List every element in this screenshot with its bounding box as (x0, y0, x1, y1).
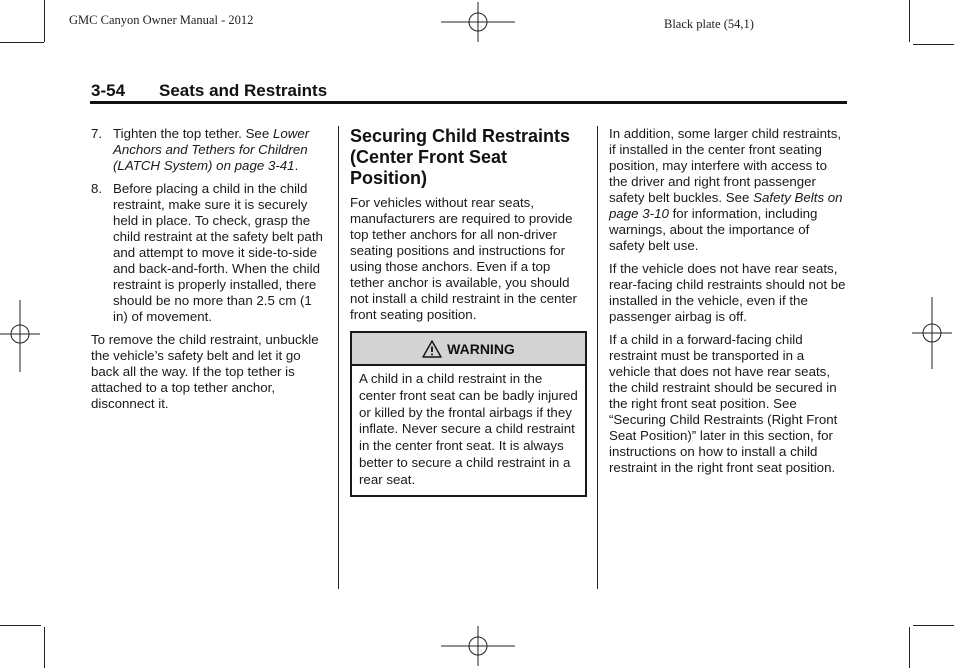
crop-mark (0, 625, 41, 626)
warning-header (352, 333, 585, 366)
step-7 (91, 126, 327, 174)
warning-text: A child in a child restraint in the center front seat can be badly injured or killed by the frontal airbags if they inflate. Never secure a child restraint in the center front seat. It is always better to secure a child restraint in a rear seat. (359, 371, 578, 487)
column-divider (338, 126, 339, 589)
registration-mark-icon (912, 297, 952, 369)
page-number: 3-54 (91, 81, 126, 100)
crop-mark (44, 627, 45, 668)
paragraph-text: In addition, some larger child restraints, if installed in the center front seating position, may interfere with access to the driver and right front passenger safety belt buckles. See (609, 126, 842, 205)
header-rule (90, 101, 847, 104)
warning-triangle-icon (422, 340, 442, 358)
crop-mark (909, 0, 910, 42)
registration-mark-icon (441, 626, 515, 666)
crop-mark (913, 625, 954, 626)
crop-mark (913, 44, 954, 45)
cross-reference-link[interactable]: Safety Belts on page 3-10 (609, 190, 843, 221)
step-8 (91, 181, 327, 325)
crop-mark (44, 0, 45, 42)
body-paragraph: For vehicles without rear seats, manufacturers are required to provide top tether anchors for all non-driver seating positions and instructions for using those anchors. Even if a top tether anchor is available, you should not install a child restraint in the center front seating position. (350, 195, 577, 322)
step-end: . (294, 158, 299, 173)
body-paragraph: If the vehicle does not have rear seats, rear-facing child restraints should not be installed in the vehicle, even if the passenger airbag is off. (609, 261, 846, 324)
body-paragraph: To remove the child restraint, unbuckle the vehicle’s safety belt and let it go back all the way. If the top tether is attached to a top tether anchor, disconnect it. (91, 332, 319, 411)
column-divider (597, 126, 598, 589)
middle-column (350, 126, 587, 497)
warning-box (350, 331, 587, 497)
section-title: Seats and Restraints (159, 81, 328, 100)
crop-mark (909, 627, 910, 668)
right-column (609, 126, 847, 483)
subsection-heading: Securing Child Restraints (Center Front Seat Position) (350, 126, 571, 188)
section-header (91, 81, 327, 101)
warning-title: WARNING (447, 340, 515, 357)
paragraph-text: for information, including warnings, about the importance of safety belt use. (609, 206, 818, 253)
cross-reference-link[interactable]: Lower Anchors and Tethers for Children (LATCH System) on page 3-41 (113, 126, 310, 173)
left-column (91, 126, 327, 419)
step-text: Tighten the top tether. See (113, 126, 270, 141)
registration-mark-icon (441, 2, 515, 42)
crop-mark (0, 42, 44, 43)
body-paragraph (609, 126, 847, 254)
registration-mark-icon (0, 300, 40, 372)
step-text: Before placing a child in the child restraint, make sure it is securely held in place. To check, grasp the child restraint at the safety belt path and attempt to move it side-to-side and back-and-forth. When the child restraint is properly installed, there should be no more than 2.5 cm (1 in) of movement. (113, 181, 323, 324)
step-number: 7. (91, 126, 103, 141)
plate-label: Black plate (54,1) (664, 17, 754, 31)
body-paragraph: If a child in a forward-facing child restraint must be transported in a vehicle that does not have rear seats, the child restraint should be secured in the right front seat position. See “Securing Child Restraints (Right Front Seat Position)” later in this section, for instructions on how to install a child restraint in the right front seat position. (609, 332, 838, 475)
document-title: GMC Canyon Owner Manual - 2012 (69, 13, 254, 27)
step-number: 8. (91, 181, 103, 196)
